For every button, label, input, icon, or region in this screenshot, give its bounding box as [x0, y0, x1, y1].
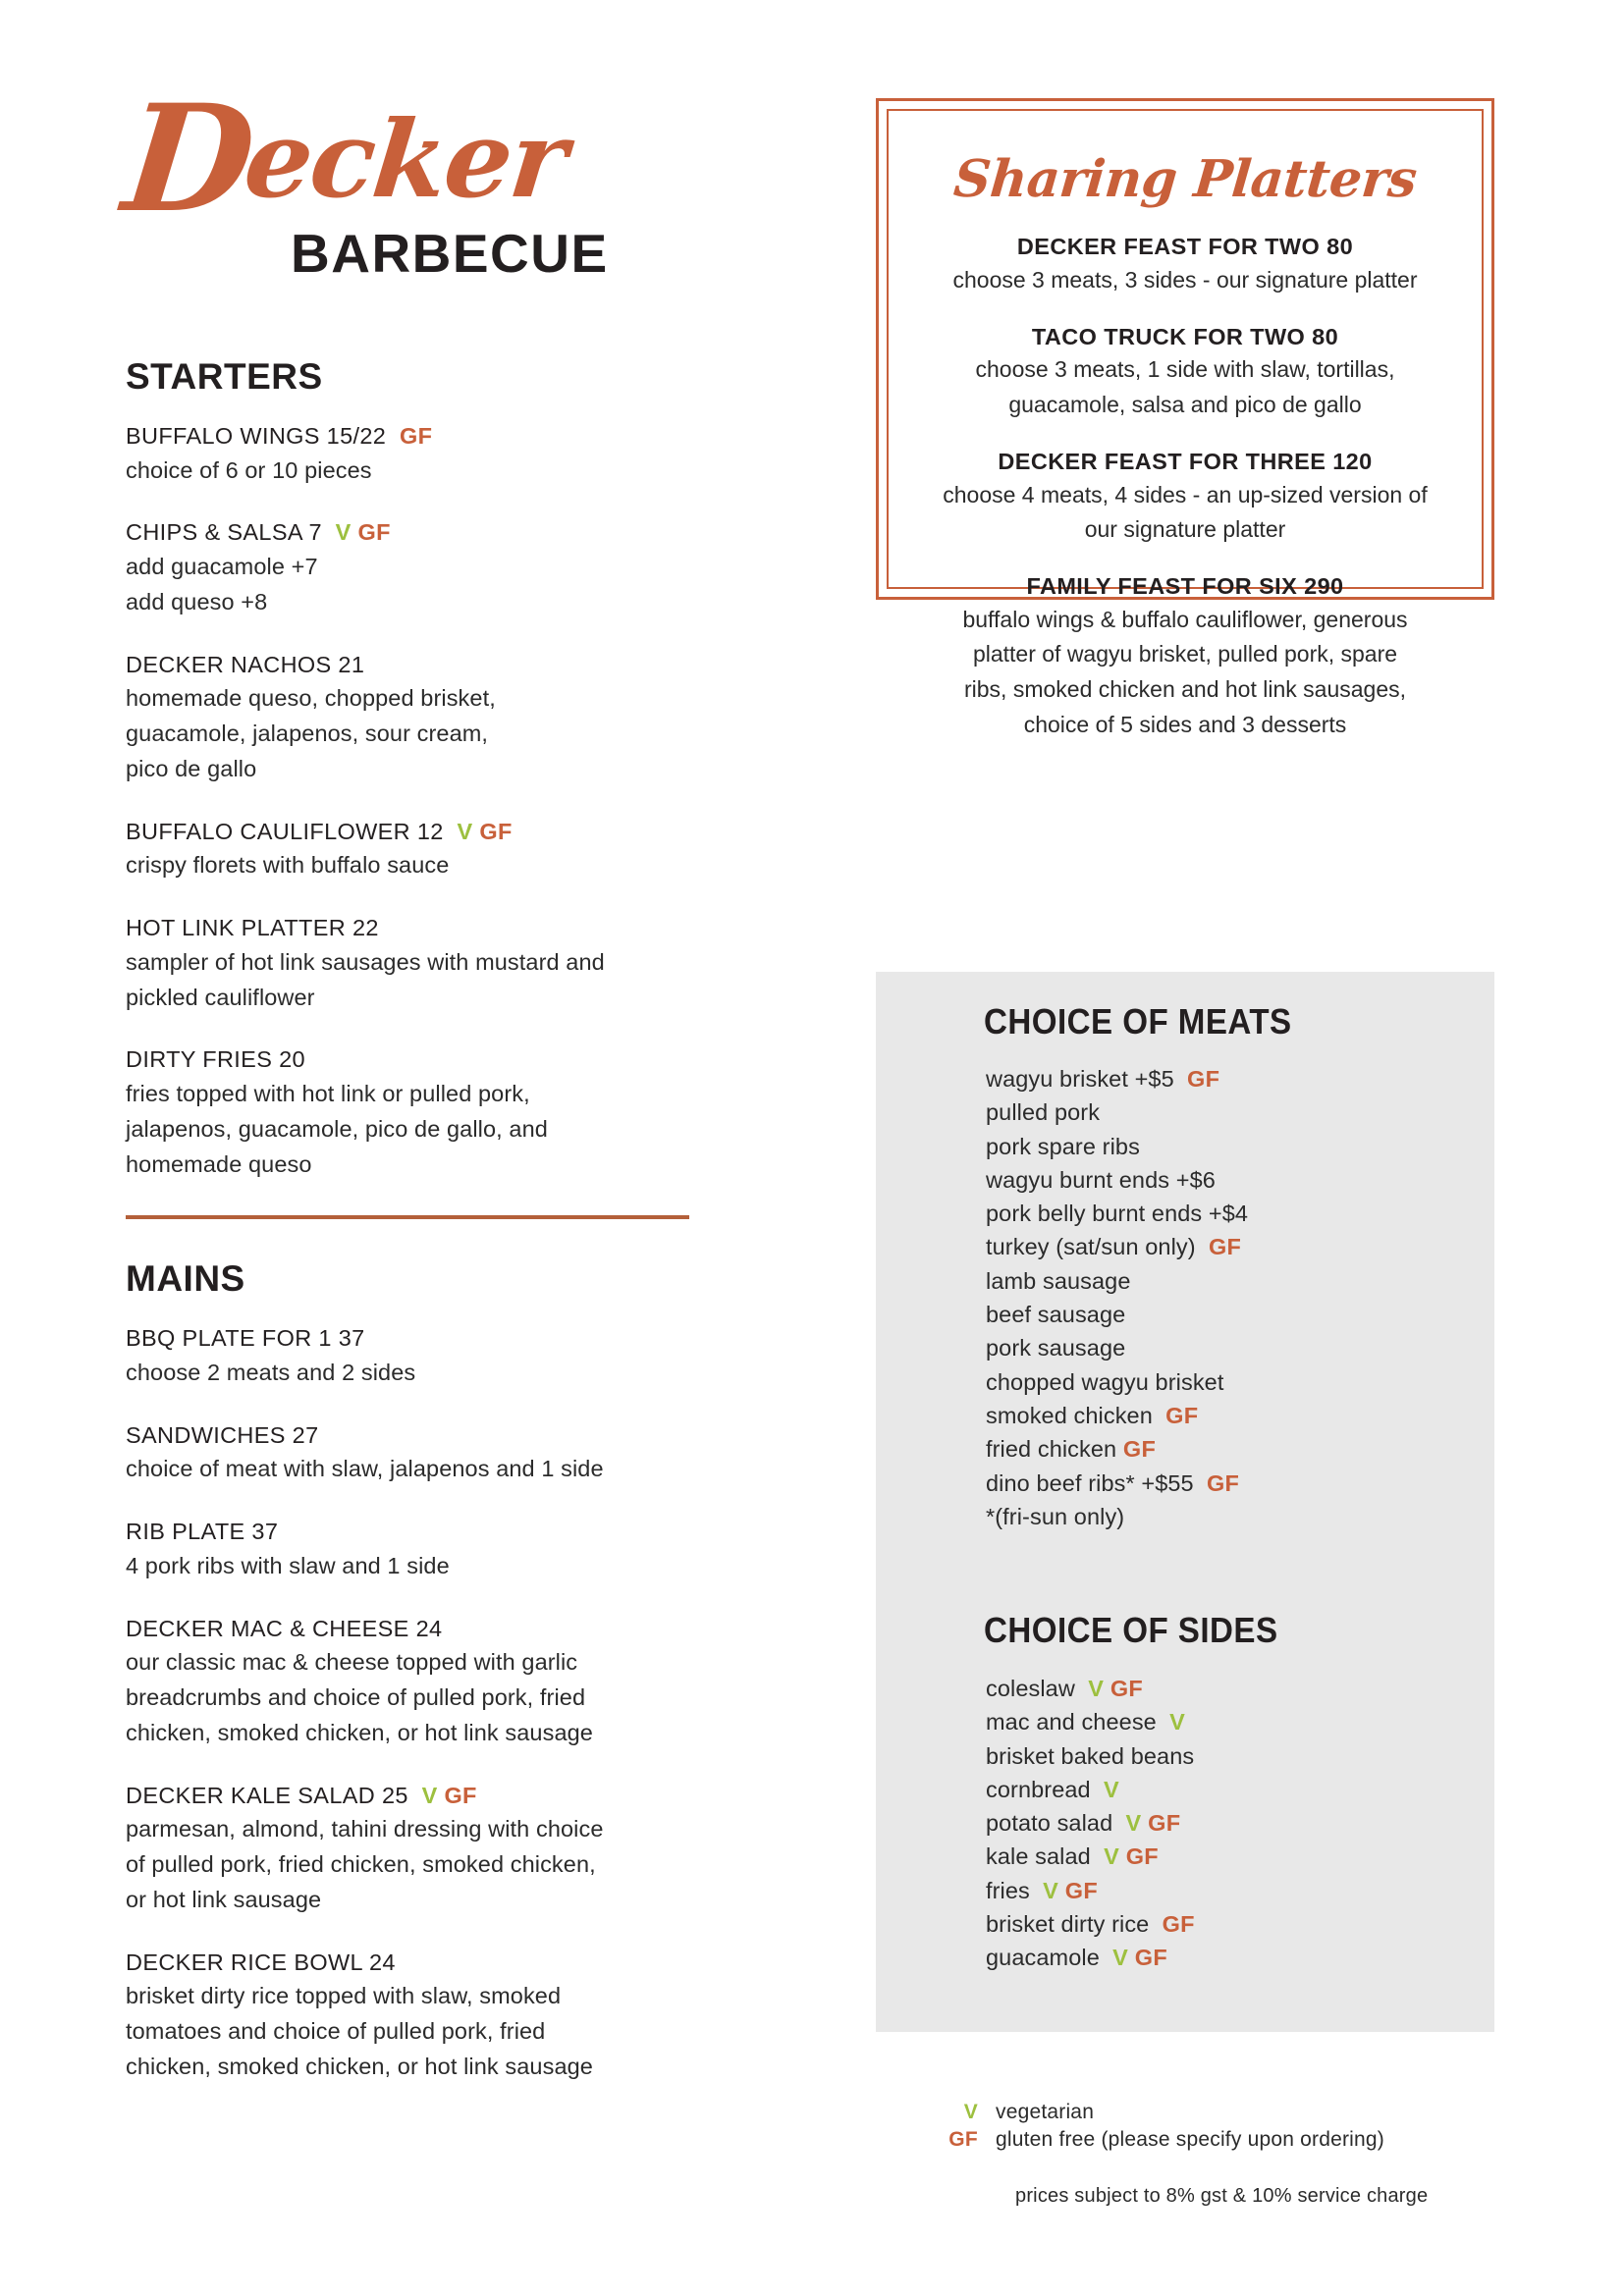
menu-item-description: choice of meat with slaw, jalapenos and 1 side: [126, 1456, 604, 1482]
section-divider: [126, 1215, 689, 1219]
vegetarian-tag: V: [1112, 1945, 1129, 1971]
sharing-platters-list: [922, 231, 1448, 742]
menu-item: [126, 1515, 734, 1583]
gluten-free-tag: GF: [1110, 1676, 1144, 1701]
menu-item: [126, 1321, 734, 1390]
legend-label: gluten free (please specify upon ordering): [996, 2128, 1384, 2151]
menu-item-description: guacamole, jalapenos, sour cream,: [126, 721, 489, 747]
choice-list-item: brisket dirty rice GF: [986, 1911, 1195, 1938]
platter-description: our signature platter: [1084, 516, 1286, 543]
starters-heading: STARTERS: [126, 356, 323, 397]
choice-list-item: mac and cheese V: [986, 1709, 1186, 1735]
mains-list: [126, 1321, 734, 2084]
choice-of-sides-list: [986, 1672, 1195, 1975]
gluten-free-tag: GF: [1148, 1810, 1181, 1837]
vegetarian-tag: V: [1103, 1776, 1119, 1802]
menu-item: [126, 515, 734, 619]
gluten-free-tag: GF: [479, 818, 513, 844]
choice-list-item: pork belly burnt ends +$4: [986, 1201, 1249, 1227]
menu-item-description: fries topped with hot link or pulled pork,: [126, 1081, 530, 1107]
gluten-free-tag: GF: [1125, 1843, 1159, 1870]
menu-item-description: pico de gallo: [126, 755, 257, 781]
price-footnote: prices subject to 8% gst & 10% service charge: [1015, 2185, 1429, 2207]
platter-description: choose 3 meats, 3 sides - our signature platter: [952, 266, 1418, 293]
choice-list-item: pork spare ribs: [986, 1133, 1140, 1159]
choice-of-sides-heading: CHOICE OF SIDES: [984, 1610, 1278, 1650]
left-column: [116, 73, 734, 2084]
vegetarian-legend-symbol: V: [963, 2101, 978, 2123]
logo-script-rest: ecker: [239, 98, 571, 222]
logo-script-text: [116, 73, 571, 245]
sharing-platters-inner: [887, 109, 1484, 737]
vegetarian-tag: V: [1043, 1877, 1059, 1903]
menu-item-description: homemade queso, chopped brisket,: [126, 685, 496, 712]
platter-item: [922, 446, 1448, 548]
gluten-free-tag: GF: [357, 519, 391, 546]
gluten-free-tag: GF: [1165, 1402, 1199, 1428]
menu-item-description: tomatoes and choice of pulled pork, fried: [126, 2018, 546, 2044]
platter-name: DECKER FEAST FOR TWO 80: [1016, 234, 1354, 259]
choice-list-item: smoked chicken GF: [986, 1402, 1199, 1428]
brand-logo: [116, 73, 734, 305]
menu-item-description: sampler of hot link sausages with mustard and: [126, 948, 605, 975]
choice-list-item: turkey (sat/sun only) GF: [986, 1234, 1242, 1260]
legend-label: vegetarian: [996, 2101, 1095, 2123]
platter-description: choose 4 meats, 4 sides - an up-sized version of: [943, 481, 1428, 507]
vegetarian-tag: V: [335, 519, 352, 546]
legend: [945, 2101, 1563, 2208]
menu-item: [126, 815, 734, 883]
choice-of-meats-heading: CHOICE OF MEATS: [984, 1001, 1292, 1041]
gluten-free-tag: GF: [1162, 1911, 1195, 1938]
platter-name: DECKER FEAST FOR THREE 120: [998, 448, 1373, 474]
vegetarian-tag: V: [1104, 1843, 1120, 1870]
platter-description: platter of wagyu brisket, pulled pork, spare: [972, 641, 1398, 667]
menu-item-name: DECKER RICE BOWL 24: [126, 1949, 396, 1975]
vegetarian-tag: V: [457, 818, 473, 844]
menu-item-name: CHIPS & SALSA 7 V GF: [126, 519, 391, 546]
sharing-platters-title: Sharing Platters: [950, 149, 1420, 209]
choice-list-item: wagyu burnt ends +$6: [986, 1166, 1216, 1193]
menu-item-description: jalapenos, guacamole, pico de gallo, and: [126, 1115, 548, 1142]
choice-list-item: *(fri-sun only): [986, 1503, 1125, 1529]
menu-item-description: chicken, smoked chicken, or hot link sausage: [126, 2053, 593, 2079]
choice-list-item: brisket baked beans: [986, 1742, 1195, 1769]
gluten-free-tag: GF: [1208, 1234, 1242, 1260]
choice-list-item: dino beef ribs* +$55 GF: [986, 1469, 1240, 1496]
menu-item: [126, 419, 734, 488]
gluten-free-tag: GF: [1134, 1945, 1167, 1971]
platter-description: guacamole, salsa and pico de gallo: [1008, 392, 1362, 418]
choice-list-item: cornbread V: [986, 1776, 1119, 1802]
choice-list-item: pulled pork: [986, 1099, 1101, 1126]
menu-item-name: BUFFALO CAULIFLOWER 12 V GF: [126, 818, 513, 844]
logo-initial: D: [116, 73, 261, 245]
vegetarian-tag: V: [1125, 1810, 1142, 1837]
menu-item: [126, 1418, 734, 1487]
menu-item: [126, 911, 734, 1015]
logo-wordmark: BARBECUE: [291, 223, 609, 284]
platter-name: FAMILY FEAST FOR SIX 290: [1026, 572, 1344, 599]
menu-item-name: RIB PLATE 37: [126, 1519, 279, 1545]
menu-item-description: breadcrumbs and choice of pulled pork, fried: [126, 1684, 586, 1711]
choice-list-item: wagyu brisket +$5 GF: [986, 1066, 1220, 1092]
menu-item-description: our classic mac & cheese topped with garlic: [126, 1649, 578, 1676]
menu-item: [126, 1042, 734, 1182]
platter-description: choose 3 meats, 1 side with slaw, tortillas,: [975, 356, 1395, 383]
menu-item-name: BUFFALO WINGS 15/22 GF: [126, 423, 433, 449]
menu-item-description: pickled cauliflower: [126, 984, 315, 1010]
menu-item-description: homemade queso: [126, 1150, 312, 1177]
menu-item: [126, 1946, 734, 2085]
choice-list-item: fries V GF: [986, 1877, 1099, 1903]
legend-row: [945, 2128, 1563, 2152]
menu-item-description: 4 pork ribs with slaw and 1 side: [126, 1552, 450, 1578]
choice-of-meats-list: [986, 1062, 1248, 1533]
vegetarian-tag: V: [421, 1782, 438, 1808]
menu-item: [126, 1612, 734, 1751]
menu-item-name: DIRTY FRIES 20: [126, 1046, 305, 1073]
menu-item-description: crispy florets with buffalo sauce: [126, 852, 450, 879]
platter-name: TACO TRUCK FOR TWO 80: [1031, 323, 1339, 349]
platter-item: [922, 231, 1448, 298]
choice-list-item: fried chicken GF: [986, 1436, 1157, 1463]
menu-item-description: chicken, smoked chicken, or hot link sausage: [126, 1719, 593, 1745]
platter-description: buffalo wings & buffalo cauliflower, generous: [962, 606, 1408, 632]
menu-item-description: brisket dirty rice topped with slaw, smoked: [126, 1983, 562, 2009]
gluten-free-tag: GF: [1187, 1066, 1220, 1092]
choice-list-item: lamb sausage: [986, 1267, 1131, 1294]
menu-item-name: DECKER KALE SALAD 25 V GF: [126, 1782, 477, 1808]
mains-heading: MAINS: [126, 1258, 245, 1300]
starters-list: [126, 419, 734, 1182]
vegetarian-tag: V: [1088, 1676, 1105, 1701]
gluten-free-tag: GF: [1206, 1469, 1240, 1496]
vegetarian-tag: V: [1169, 1709, 1186, 1735]
platter-item: [922, 570, 1448, 742]
gluten-free-tag: GF: [400, 423, 433, 449]
choice-list-item: kale salad V GF: [986, 1843, 1159, 1870]
menu-item-description: choose 2 meats and 2 sides: [126, 1359, 416, 1385]
choice-list-item: beef sausage: [986, 1302, 1126, 1328]
choice-list-item: chopped wagyu brisket: [986, 1368, 1224, 1395]
platter-description: ribs, smoked chicken and hot link sausages,: [963, 676, 1407, 703]
menu-item-name: SANDWICHES 27: [126, 1421, 319, 1448]
menu-item: [126, 648, 734, 787]
menu-item-description: parmesan, almond, tahini dressing with choice: [126, 1816, 604, 1842]
choice-list-item: potato salad V GF: [986, 1810, 1181, 1837]
gluten-free-tag: GF: [1122, 1436, 1157, 1463]
menu-item-name: BBQ PLATE FOR 1 37: [126, 1325, 365, 1352]
menu-item-name: HOT LINK PLATTER 22: [126, 915, 379, 941]
platter-item: [922, 321, 1448, 423]
platter-description: choice of 5 sides and 3 desserts: [1023, 711, 1347, 737]
gluten-free-tag: GF: [1064, 1877, 1099, 1903]
menu-item-name: DECKER MAC & CHEESE 24: [126, 1615, 443, 1641]
gluten-free-legend-symbol: GF: [948, 2128, 978, 2151]
choice-list-item: pork sausage: [986, 1335, 1126, 1362]
gluten-free-tag: GF: [444, 1782, 477, 1808]
choice-list-item: coleslaw V GF: [986, 1676, 1144, 1701]
menu-item-name: DECKER NACHOS 21: [126, 651, 365, 677]
choice-list-item: guacamole V GF: [986, 1945, 1167, 1971]
legend-row: [945, 2101, 1563, 2124]
menu-item-description: add queso +8: [126, 588, 268, 614]
menu-item-description: add guacamole +7: [126, 554, 318, 580]
sharing-platters-box: [876, 98, 1494, 737]
menu-item: [126, 1779, 734, 1918]
menu-item-description: or hot link sausage: [126, 1886, 322, 1912]
menu-item-description: of pulled pork, fried chicken, smoked chicken,: [126, 1851, 596, 1878]
menu-item-description: choice of 6 or 10 pieces: [126, 456, 372, 483]
